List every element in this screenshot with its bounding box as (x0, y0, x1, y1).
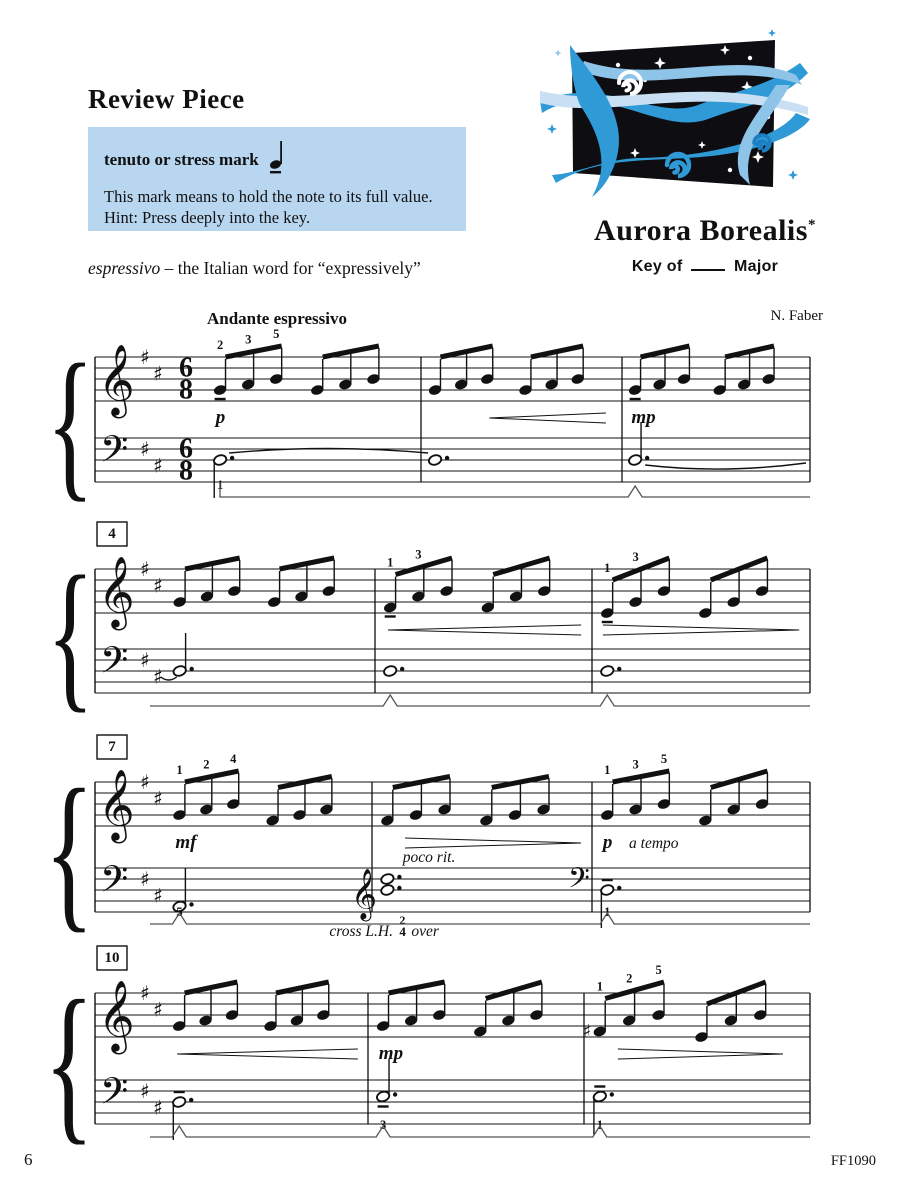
svg-text:♯: ♯ (140, 981, 150, 1005)
svg-text:𝄞: 𝄞 (98, 342, 135, 416)
svg-text:1: 1 (216, 478, 224, 492)
svg-text:3: 3 (415, 547, 422, 562)
key-pre-label: Key of (631, 258, 683, 275)
svg-text:1: 1 (604, 905, 611, 919)
svg-text:𝄢: 𝄢 (100, 428, 129, 480)
music-system-2 (47, 522, 810, 727)
svg-text:p: p (215, 407, 226, 428)
svg-text:2: 2 (399, 913, 406, 927)
svg-text:♯: ♯ (153, 786, 163, 811)
svg-text:4: 4 (108, 526, 116, 542)
svg-text:♯: ♯ (140, 867, 150, 891)
svg-text:2: 2 (216, 338, 224, 352)
svg-text:♯: ♯ (140, 557, 150, 581)
svg-text:𝄞: 𝄞 (98, 767, 135, 841)
svg-text:a tempo: a tempo (629, 835, 679, 852)
svg-text:1: 1 (604, 561, 611, 575)
svg-text:𝄞: 𝄞 (351, 868, 378, 920)
svg-text:mp: mp (378, 1043, 404, 1064)
svg-text:1: 1 (596, 979, 603, 994)
svg-text:5: 5 (176, 905, 183, 919)
svg-text:4: 4 (399, 924, 406, 939)
svg-text:♯: ♯ (140, 770, 150, 794)
svg-text:♯: ♯ (153, 883, 163, 908)
svg-text:6: 6 (179, 433, 193, 465)
svg-text:♯: ♯ (582, 1021, 592, 1042)
svg-text:♯: ♯ (153, 453, 163, 478)
svg-text:♯: ♯ (153, 361, 163, 386)
svg-text:𝄢: 𝄢 (100, 858, 129, 910)
svg-text:2: 2 (203, 757, 210, 772)
pedal-line (220, 482, 810, 497)
svg-text:1: 1 (604, 763, 611, 777)
svg-text:3: 3 (379, 1118, 387, 1132)
svg-text:1: 1 (387, 555, 394, 570)
piece-title-text: Aurora Borealis (594, 214, 808, 247)
svg-text:8: 8 (179, 374, 193, 406)
svg-text:poco rit.: poco rit. (402, 849, 456, 866)
svg-text:𝄢: 𝄢 (568, 862, 590, 902)
svg-text:♯: ♯ (153, 1095, 163, 1120)
svg-text:mf: mf (175, 832, 197, 853)
pedal-line (150, 913, 810, 924)
page-section-title: Review Piece (88, 84, 245, 114)
svg-text:𝄞: 𝄞 (98, 978, 135, 1052)
title-asterisk: * (807, 217, 816, 233)
svg-text:5: 5 (660, 752, 668, 766)
svg-text:{: { (46, 541, 94, 727)
svg-text:1: 1 (596, 1118, 603, 1132)
svg-text:{: { (44, 965, 94, 1160)
catalog-number: FF1090 (830, 1153, 876, 1169)
svg-text:{: { (44, 754, 94, 948)
svg-text:mp: mp (631, 407, 656, 428)
tenuto-term-label: tenuto or stress mark (104, 149, 259, 169)
key-post-label: Major (734, 258, 779, 275)
svg-text:p: p (602, 832, 613, 853)
svg-text:♯: ♯ (140, 1079, 150, 1103)
svg-text:1: 1 (176, 763, 183, 777)
composer-credit: N. Faber (770, 308, 823, 324)
tempo-marking: Andante espressivo (207, 309, 347, 328)
svg-text:♯: ♯ (153, 664, 163, 689)
svg-text:5: 5 (273, 327, 280, 341)
svg-text:{: { (46, 329, 94, 516)
svg-text:2: 2 (626, 971, 633, 986)
music-system-1 (46, 327, 810, 516)
page-number: 6 (24, 1150, 33, 1169)
svg-text:over: over (411, 923, 439, 940)
vocab-rest: – the Italian word for “expressively” (160, 258, 421, 278)
music-system-3 (44, 735, 810, 948)
music-system-4 (44, 946, 810, 1160)
svg-text:6: 6 (179, 352, 193, 384)
svg-text:3: 3 (245, 332, 252, 347)
info-line-1: This mark means to hold the note to its full value. (104, 187, 433, 206)
svg-text:5: 5 (655, 963, 662, 977)
svg-text:♯: ♯ (140, 648, 150, 672)
svg-text:♯: ♯ (153, 573, 163, 598)
svg-text:♯: ♯ (153, 997, 163, 1022)
svg-text:3: 3 (632, 757, 639, 772)
svg-text:10: 10 (104, 950, 120, 966)
svg-text:8: 8 (179, 455, 193, 487)
vocab-word: espressivo (88, 258, 161, 278)
svg-text:♯: ♯ (140, 437, 150, 461)
pedal-line (150, 695, 810, 706)
svg-text:♯: ♯ (140, 345, 150, 369)
svg-text:4: 4 (230, 752, 237, 766)
svg-text:cross L.H.: cross L.H. (329, 923, 393, 940)
svg-text:3: 3 (632, 550, 639, 564)
svg-text:𝄢: 𝄢 (100, 639, 129, 691)
pedal-line (150, 1126, 810, 1137)
info-line-2: Hint: Press deeply into the key. (104, 208, 311, 228)
svg-text:𝄢: 𝄢 (100, 1070, 129, 1122)
svg-text:𝄞: 𝄞 (98, 554, 135, 628)
svg-text:7: 7 (108, 739, 116, 755)
